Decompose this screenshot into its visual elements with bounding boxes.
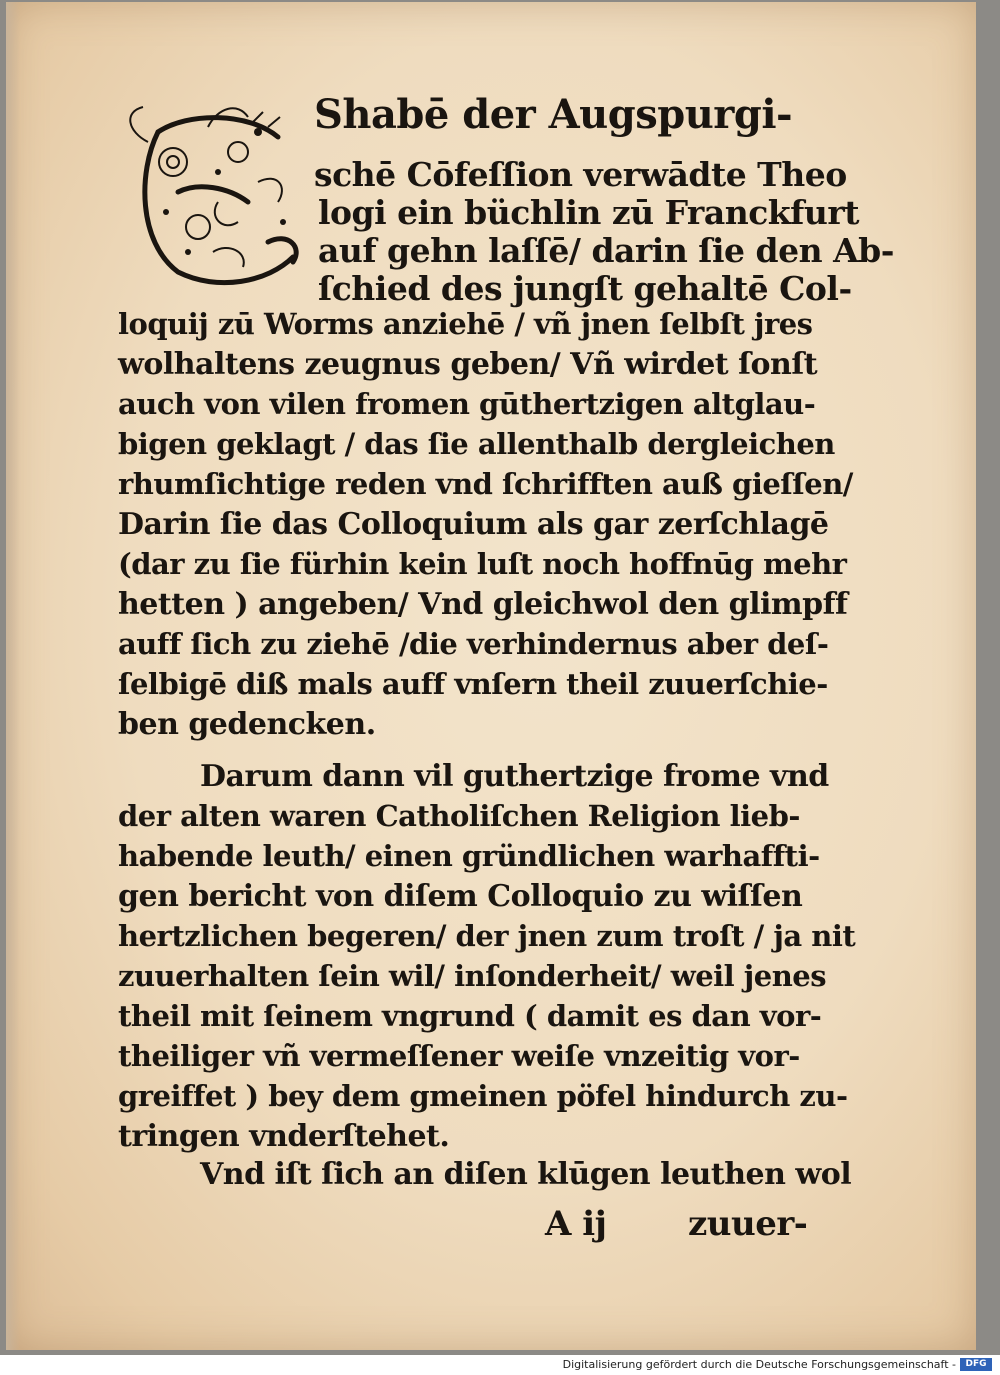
footer-credit: Digitalisierung gefördert durch die Deutsche Forschungsgemeinschaft -: [562, 1358, 956, 1371]
text-line: gen bericht von diſem Colloquio zu wiſſen: [118, 879, 803, 914]
text-line: tringen vnderſtehet.: [118, 1119, 450, 1154]
text-line: bigen geklagt / das ſie allenthalb dergleichen: [118, 427, 835, 461]
dfg-logo: DFG: [960, 1358, 992, 1371]
signature-mark: A ij: [545, 1204, 607, 1244]
text-line: ben gedencken.: [118, 707, 376, 742]
text-line: theil mit ſeinem vngrund ( damit es dan vor-: [118, 999, 822, 1033]
text-line: wolhaltens zeugnus geben/ Vñ wirdet ſonſt: [118, 347, 818, 382]
text-line: theiliger vñ vermeſſener weiſe vnzeitig vor-: [118, 1039, 800, 1073]
text-line: loquij zū Worms anziehē / vñ jnen ſelbſt jres: [118, 307, 813, 341]
text-line: hetten ) angeben/ Vnd gleichwol den glimpff: [118, 587, 848, 622]
text-line: Darin ſie das Colloquium als gar zerſchlagē: [118, 507, 829, 542]
text-line: ſchied des jungſt gehaltē Col-: [318, 269, 852, 308]
text-line: greiffet ) bey dem gmeinen pöfel hindurch zu-: [118, 1079, 848, 1113]
text-line: habende leuth/ einen gründlichen warhaffti-: [118, 839, 820, 873]
text-line: Vnd iſt ſich an diſen klūgen leuthen wol: [200, 1157, 852, 1192]
catchword: zuuer-: [688, 1204, 808, 1244]
text-line: auch von vilen fromen gūthertzigen altglau-: [118, 387, 816, 421]
text-line: ſelbigē diß mals auff vnſern theil zuuerſchie-: [118, 667, 828, 701]
text-line: Shabē der Augspurgi-: [314, 91, 793, 138]
text-line: zuuerhalten ſein wil/ inſonderheit/ weil jenes: [118, 959, 827, 993]
text-line: auff ſich zu ziehē /die verhindernus aber deſ-: [118, 627, 829, 661]
text-line: logi ein büchlin zū Franckfurt: [318, 193, 859, 232]
text-line: Darum dann vil guthertzige frome vnd: [200, 759, 829, 794]
footer-bar: [0, 1355, 1000, 1375]
text-line: hertzlichen begeren/ der jnen zum troſt / ja nit: [118, 919, 856, 953]
text-line: rhumſichtige reden vnd ſchrifften auß gieſſen/: [118, 467, 853, 501]
text-line: der alten waren Catholiſchen Religion lieb-: [118, 799, 800, 833]
text-line: schē Cōfeſſion verwādte Theo: [314, 155, 847, 194]
text-line: (dar zu ſie fürhin kein luſt noch hoffnūg mehr: [118, 547, 847, 581]
text-line: auf gehn laſſē/ darin ſie den Ab-: [318, 231, 894, 270]
